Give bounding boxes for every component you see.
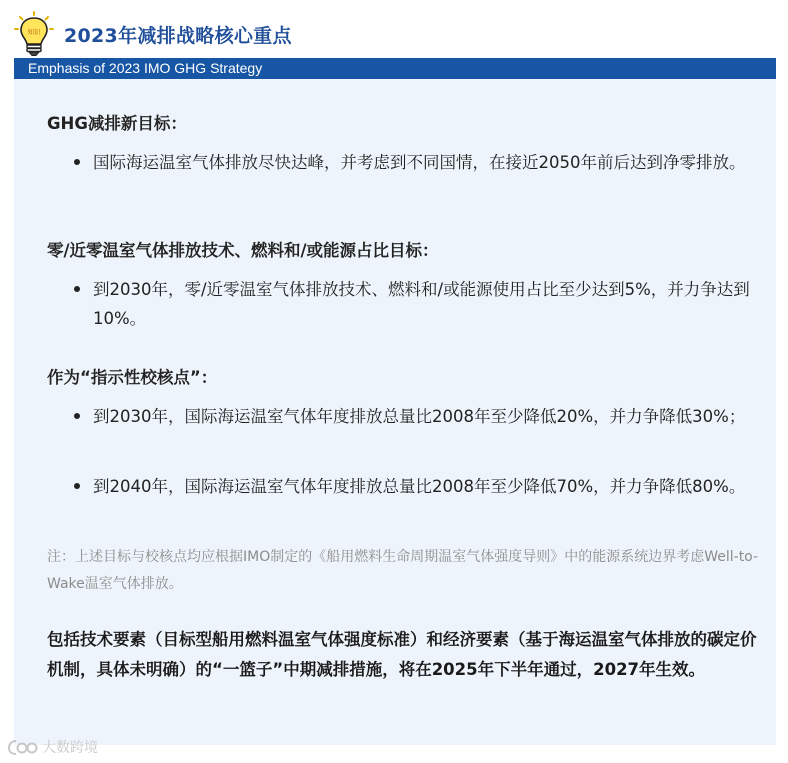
watermark: [8, 736, 98, 758]
page-title: 2023年减排战略核心重点: [64, 24, 292, 47]
content-card: [14, 79, 776, 745]
section-title-zero-emission-share: 零/近零温室气体排放技术、燃料和/或能源占比目标：: [47, 241, 439, 260]
watermark-logo-icon: [8, 738, 38, 756]
list-item: 到2030年，零/近零温室气体排放技术、燃料和/或能源使用占比至少达到5%，并力争达到10%。: [93, 280, 750, 328]
summary-paragraph: 包括技术要素（目标型船用燃料温室气体强度标准）和经济要素（基于海运温室气体排放的碳定价机制，具体未明确）的“一篮子”中期减排措施，将在2025年下半年通过，2027年生效。: [47, 630, 757, 679]
watermark-text: 大数跨境: [42, 740, 98, 756]
footnote: 注：上述目标与校核点均应根据IMO制定的《船用燃料生命周期温室气体强度导则》中的能源系统边界考虑Well-to-Wake温室气体排放。: [47, 549, 759, 592]
bullet-dot: [74, 286, 80, 292]
subtitle-banner: Emphasis of 2023 IMO GHG Strategy: [14, 58, 776, 79]
section-title-ghg-targets: GHG减排新目标：: [47, 114, 187, 133]
bullet-dot: [74, 483, 80, 489]
lightbulb-label: 知识: [27, 28, 41, 36]
bullet-dot: [74, 413, 80, 419]
list-item: 国际海运温室气体排放尽快达峰，并考虑到不同国情，在接近2050年前后达到净零排放。: [93, 153, 746, 172]
list-item: 到2030年，国际海运温室气体年度排放总量比2008年至少降低20%，并力争降低30%；: [93, 407, 746, 426]
lightbulb-icon: [14, 11, 54, 57]
bullet-dot: [74, 159, 80, 165]
header: [14, 10, 292, 58]
list-item: 到2040年，国际海运温室气体年度排放总量比2008年至少降低70%，并力争降低80%。: [93, 477, 746, 496]
section-title-checkpoints: 作为“指示性校核点”：: [47, 368, 218, 387]
